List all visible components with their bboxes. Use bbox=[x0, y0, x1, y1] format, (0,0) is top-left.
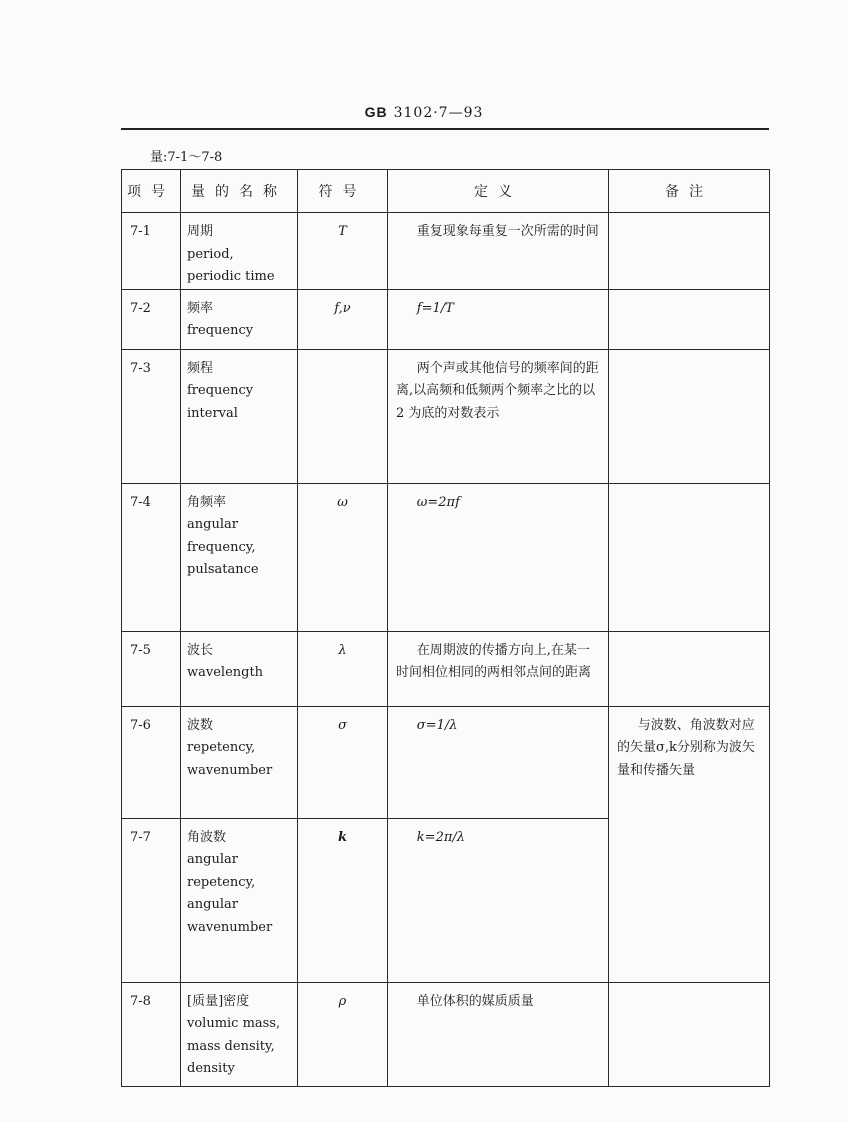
quantity-symbol: ρ bbox=[298, 982, 388, 1086]
name-en: angular bbox=[187, 897, 238, 912]
quantity-definition bbox=[388, 818, 609, 982]
item-number: 7-8 bbox=[122, 982, 181, 1086]
item-number: 7-2 bbox=[122, 289, 181, 349]
quantity-name bbox=[181, 706, 298, 818]
quantity-definition bbox=[388, 289, 609, 349]
quantity-name bbox=[181, 483, 298, 631]
name-zh: 角频率 bbox=[187, 494, 227, 510]
name-en: wavelength bbox=[187, 665, 264, 680]
header-prefix: GB bbox=[364, 104, 388, 120]
name-en: angular bbox=[187, 517, 238, 532]
name-en: interval bbox=[187, 405, 238, 421]
quantity-definition bbox=[388, 706, 609, 818]
item-number: 7-5 bbox=[122, 631, 181, 706]
name-en: wavenumber bbox=[187, 762, 273, 778]
quantity-remark bbox=[609, 631, 770, 706]
remark-text: 与波数、角波数对应的矢量σ,k分别称为波矢量和传播矢量 bbox=[617, 717, 755, 778]
definition-text: σ=1/λ bbox=[416, 717, 458, 733]
name-en: pulsatance bbox=[187, 562, 259, 577]
col-header-definition: 定义 bbox=[388, 170, 609, 213]
table-row bbox=[122, 213, 770, 290]
name-zh: 周期 bbox=[187, 224, 214, 239]
definition-text: 单位体积的媒质质量 bbox=[416, 993, 534, 1009]
table-row bbox=[122, 289, 770, 349]
definition-text: ω=2πf bbox=[416, 494, 460, 510]
name-en: repetency, bbox=[187, 740, 256, 755]
quantity-definition bbox=[388, 982, 609, 1086]
col-header-name: 量的名称 bbox=[181, 170, 298, 213]
name-en: repetency, bbox=[187, 874, 256, 890]
col-header-remark: 备注 bbox=[609, 170, 770, 213]
quantity-remark bbox=[609, 483, 770, 631]
definition-text: 在周期波的传播方向上,在某一时间相位相同的两相邻点间的距离 bbox=[396, 642, 592, 680]
definition-text: 重复现象每重复一次所需的时间 bbox=[416, 224, 599, 239]
document-header bbox=[0, 104, 848, 121]
item-number: 7-7 bbox=[122, 818, 181, 982]
quantity-remark bbox=[609, 706, 770, 982]
name-en: volumic mass, bbox=[187, 1016, 281, 1031]
table-row bbox=[122, 706, 770, 818]
definition-text: f=1/T bbox=[416, 300, 454, 316]
quantity-definition bbox=[388, 631, 609, 706]
header-code: 3102·7—93 bbox=[393, 105, 484, 121]
quantity-remark bbox=[609, 289, 770, 349]
quantity-remark bbox=[609, 982, 770, 1086]
header-rule bbox=[121, 128, 769, 130]
table-row bbox=[122, 349, 770, 483]
name-zh: 波长 bbox=[187, 642, 214, 658]
quantity-name bbox=[181, 213, 298, 290]
item-number: 7-4 bbox=[122, 483, 181, 631]
name-en: frequency bbox=[187, 383, 254, 398]
name-zh: 角波数 bbox=[187, 829, 227, 845]
header-row bbox=[122, 170, 770, 213]
name-en: frequency bbox=[187, 323, 254, 338]
definition-text: 两个声或其他信号的频率间的距离,以高频和低频两个频率之比的以 2 为底的对数表示 bbox=[396, 360, 599, 421]
quantity-remark bbox=[609, 213, 770, 290]
name-en: density bbox=[187, 1061, 235, 1076]
quantity-definition bbox=[388, 349, 609, 483]
name-en: frequency, bbox=[187, 539, 256, 555]
name-en: mass density, bbox=[187, 1038, 275, 1054]
table-row bbox=[122, 483, 770, 631]
name-en: periodic time bbox=[187, 269, 275, 284]
name-zh: 频率 bbox=[187, 300, 214, 316]
col-header-item: 项号 bbox=[122, 170, 181, 213]
quantity-symbol: σ bbox=[298, 706, 388, 818]
col-header-symbol: 符号 bbox=[298, 170, 388, 213]
table-row bbox=[122, 982, 770, 1086]
quantities-table bbox=[121, 169, 770, 1087]
quantity-symbol: f,ν bbox=[298, 289, 388, 349]
name-zh: [质量]密度 bbox=[187, 993, 250, 1009]
quantity-symbol: ω bbox=[298, 483, 388, 631]
quantity-definition bbox=[388, 213, 609, 290]
quantity-name bbox=[181, 818, 298, 982]
definition-text: k=2π/λ bbox=[416, 829, 466, 845]
quantity-symbol bbox=[298, 349, 388, 483]
name-zh: 频程 bbox=[187, 360, 214, 376]
quantity-symbol: T bbox=[298, 213, 388, 290]
quantity-name bbox=[181, 349, 298, 483]
quantity-definition bbox=[388, 483, 609, 631]
item-number: 7-3 bbox=[122, 349, 181, 483]
quantity-name bbox=[181, 982, 298, 1086]
name-en: period, bbox=[187, 246, 234, 262]
quantity-symbol: λ bbox=[298, 631, 388, 706]
quantity-remark bbox=[609, 349, 770, 483]
table-caption: 量:7-1～7-8 bbox=[150, 150, 223, 165]
item-number: 7-6 bbox=[122, 706, 181, 818]
table-row bbox=[122, 631, 770, 706]
name-en: wavenumber bbox=[187, 919, 273, 935]
quantity-symbol: k bbox=[298, 818, 388, 982]
name-zh: 波数 bbox=[187, 717, 214, 733]
name-en: angular bbox=[187, 852, 238, 867]
item-number: 7-1 bbox=[122, 213, 181, 290]
quantity-name bbox=[181, 631, 298, 706]
quantity-name bbox=[181, 289, 298, 349]
